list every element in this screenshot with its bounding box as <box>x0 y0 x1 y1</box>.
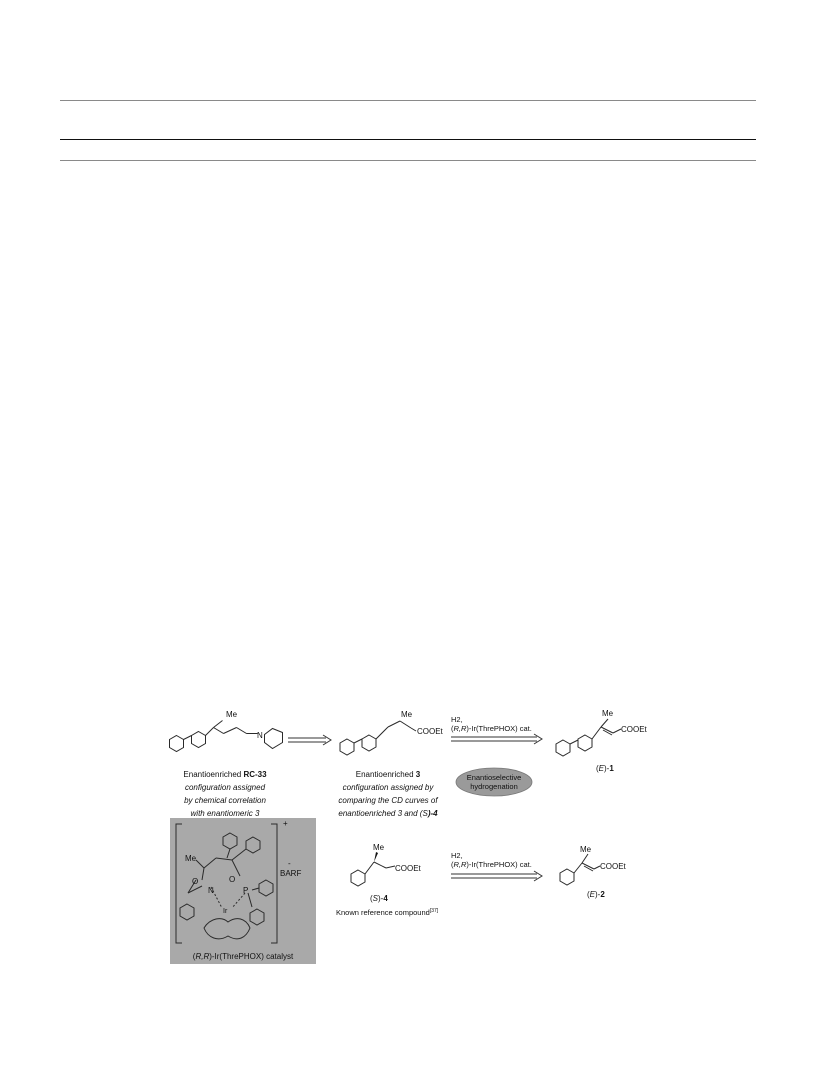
bottom-reagent-line-2: (R,R)-Ir(ThrePHOX) cat. <box>451 860 532 869</box>
retro-arrow-1 <box>288 735 331 745</box>
e1-label: (E)-1 <box>596 764 614 773</box>
badge-line-2: hydrogenation <box>470 782 518 791</box>
e2-me-label: Me <box>580 845 592 854</box>
reference-compound-note: Known reference compound[37] <box>336 908 439 917</box>
catalyst-label: (R,R)-Ir(ThrePHOX) catalyst <box>192 952 294 961</box>
e2-label: (E)-2 <box>587 890 605 899</box>
compound3-note-line-2: comparing the CD curves of <box>338 796 438 805</box>
catalyst-o-label-2: O <box>229 875 236 884</box>
structure-rc33 <box>170 721 283 752</box>
catalyst-n-label: N <box>208 886 214 895</box>
rc33-n-label: N <box>257 731 263 740</box>
retro-arrow-2 <box>451 734 542 744</box>
s4-label: (S)-4 <box>370 894 388 903</box>
s4-ester-label: COOEt <box>395 864 421 873</box>
catalyst-o-label-1: O <box>192 877 199 886</box>
catalyst-counterion: BARF <box>280 869 302 878</box>
rc33-note-line-1: configuration assigned <box>184 783 266 792</box>
top-reagent-line-1: H2, <box>451 715 463 724</box>
s4-me-label: Me <box>373 843 385 852</box>
rc33-compound-label: Enantioenriched RC-33 <box>183 770 267 779</box>
rc33-note-line-3: with enantiomeric 3 <box>190 809 260 818</box>
compound3-me-label: Me <box>401 710 413 719</box>
catalyst-me-label: Me <box>185 854 197 863</box>
badge-line-1: Enantioselective <box>466 773 522 782</box>
e1-ester-label: COOEt <box>621 725 647 734</box>
s4-wedge-bond <box>374 852 378 862</box>
catalyst-charge-minus: - <box>288 859 291 868</box>
top-reagent-line-2: (R,R)-Ir(ThrePHOX) cat. <box>451 724 532 733</box>
structure-s4 <box>351 862 395 886</box>
bottom-reagent-line-1: H2, <box>451 851 463 860</box>
rc33-note-line-2: by chemical correlation <box>184 796 266 805</box>
rc33-me-label: Me <box>226 710 238 719</box>
compound3-note-line-3: enantioenriched 3 and (S)-4 <box>338 809 438 818</box>
structure-compound-3 <box>340 721 416 755</box>
catalyst-ir-label: Ir <box>223 908 228 915</box>
retro-arrow-3 <box>451 871 542 881</box>
e2-ester-label: COOEt <box>600 862 626 871</box>
structure-e1 <box>556 719 621 756</box>
compound3-note-line-1: configuration assigned by <box>342 783 434 792</box>
e1-me-label: Me <box>602 709 614 718</box>
catalyst-charge-plus: + <box>283 819 288 828</box>
catalyst-p-label: P <box>243 886 249 895</box>
compound3-ester-label: COOEt <box>417 727 443 736</box>
compound3-label: Enantioenriched 3 <box>355 770 421 779</box>
structure-e2 <box>560 854 600 885</box>
